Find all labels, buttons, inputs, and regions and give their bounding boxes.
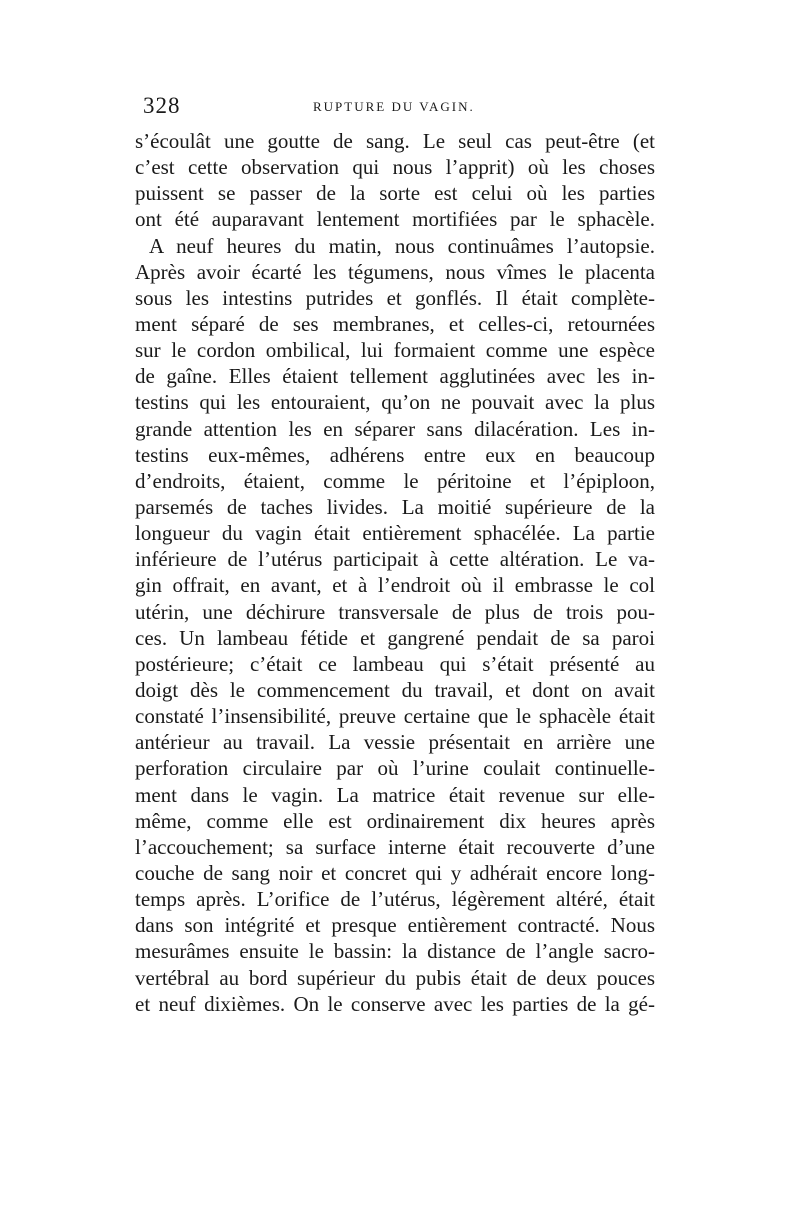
text-line: testins qui les entouraient, qu’on ne pouvait avec la plus — [135, 390, 655, 415]
text-line: Après avoir écarté les tégumens, nous vîmes le placenta — [135, 259, 655, 284]
text-line: parsemés de taches livides. La moitié supérieure de la — [135, 494, 655, 519]
text-line: d’endroits, étaient, comme le péritoine et l’épiploon, — [135, 468, 655, 493]
text-line: antérieur au travail. La vessie présentait en arrière une — [135, 730, 655, 755]
text-line: testins eux-mêmes, adhérens entre eux en beaucoup — [135, 442, 655, 467]
text-line: perforation circulaire par où l’urine coulait continuelle- — [135, 756, 655, 781]
text-line: s’écoulât une goutte de sang. Le seul cas peut-être (et — [135, 129, 655, 153]
text-line: utérin, une déchirure transversale de plus de trois pou- — [135, 599, 655, 624]
text-line: temps après. L’orifice de l’utérus, légèrement altéré, était — [135, 887, 655, 912]
text-line: même, comme elle est ordinairement dix heures après — [135, 808, 655, 833]
text-line: puissent se passer de la sorte est celui où les parties — [135, 181, 655, 206]
text-line: sous les intestins putrides et gonflés. Il était complète- — [135, 285, 655, 310]
text-line: et neuf dixièmes. On le conserve avec les parties de la gé- — [135, 991, 655, 1016]
running-title: RUPTURE DU VAGIN. — [313, 99, 475, 114]
text-line: l’accouchement; sa surface interne était recouverte d’une — [135, 834, 655, 859]
text-line: longueur du vagin était entièrement sphacélée. La partie — [135, 521, 655, 546]
page-number: 328 — [143, 93, 181, 118]
text-line: grande attention les en séparer sans dilacération. Les in- — [135, 416, 655, 441]
text-line: dans son intégrité et presque entièrement contracté. Nous — [135, 913, 655, 938]
text-line: postérieure; c’était ce lambeau qui s’était présenté au — [135, 651, 655, 676]
text-line: mesurâmes ensuite le bassin: la distance de l’angle sacro- — [135, 939, 655, 964]
text-line: inférieure de l’utérus participait à cette altération. Le va- — [135, 547, 655, 572]
text-line: constaté l’insensibilité, preuve certaine que le sphacèle était — [135, 704, 655, 729]
text-line: gin offrait, en avant, et à l’endroit où il embrasse le col — [135, 573, 655, 598]
text-line: A neuf heures du matin, nous continuâmes l’autopsie. — [149, 233, 655, 258]
text-line: de gaîne. Elles étaient tellement agglutinées avec les in- — [135, 364, 655, 389]
text-line: ment séparé de ses membranes, et celles-ci, retournées — [135, 311, 655, 336]
text-line: sur le cordon ombilical, lui formaient comme une espèce — [135, 338, 655, 363]
running-head — [143, 93, 653, 119]
text-line: c’est cette observation qui nous l’apprit) où les choses — [135, 155, 655, 180]
text-line: vertébral au bord supérieur du pubis était de deux pouces — [135, 965, 655, 990]
text-line: doigt dès le commencement du travail, et dont on avait — [135, 677, 655, 702]
text-line: ces. Un lambeau fétide et gangrené pendait de sa paroi — [135, 625, 655, 650]
body-text — [135, 128, 655, 1017]
text-line: ont été auparavant lentement mortifiées par le sphacèle. — [135, 207, 655, 232]
text-line: couche de sang noir et concret qui y adhérait encore long- — [135, 860, 655, 885]
text-line: ment dans le vagin. La matrice était revenue sur elle- — [135, 782, 655, 807]
